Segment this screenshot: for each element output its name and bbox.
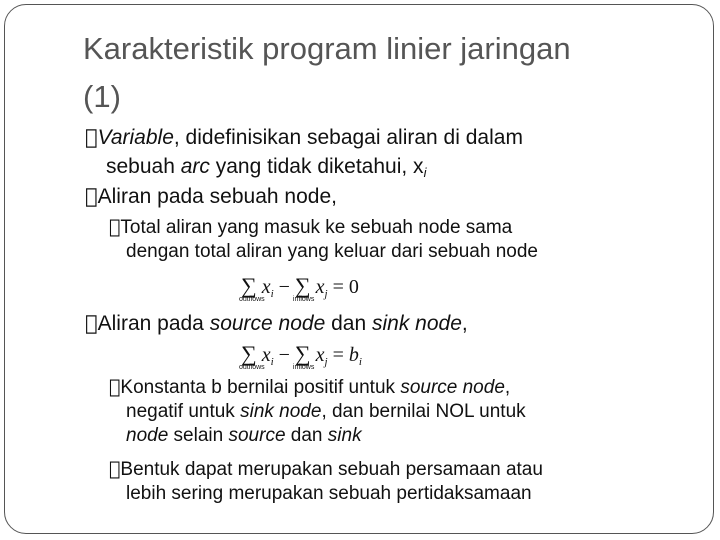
subbullet-konstanta-sink: sink node	[240, 401, 322, 422]
var-x: x	[315, 344, 325, 366]
sum-symbol: ∑	[241, 341, 257, 366]
rhs-zero: 0	[348, 276, 359, 298]
subbullet-konstanta-node: node	[126, 425, 169, 446]
bullet-variable-arc: arc	[180, 155, 210, 178]
slide-title	[83, 25, 683, 121]
rhs-b: b	[348, 344, 359, 366]
sum-symbol: ∑	[241, 273, 257, 298]
bullet-sink-node: sink node	[359, 312, 450, 335]
sum-outflows	[239, 273, 265, 303]
bullet-variable-l2b: yang tidak diketahui, x	[209, 155, 424, 178]
sum-symbol: ∑	[294, 341, 311, 366]
bullet-glyph	[109, 458, 120, 480]
sum-inflows	[292, 341, 315, 371]
equals-sign: =	[332, 276, 344, 298]
bullet-variable-em: Variable	[85, 126, 162, 149]
subbullet-konstanta-l3: selain	[168, 425, 229, 446]
bullet-variable	[85, 123, 685, 187]
subbullet-total-aliran	[109, 215, 689, 264]
title-line-1: Karakteristik program linier jaringan	[83, 31, 571, 66]
sub-j: j	[324, 356, 328, 368]
bullet-source-sink-c: ,	[449, 312, 456, 335]
var-x: x	[261, 344, 271, 366]
bullet-source-node: source node	[197, 312, 313, 335]
subbullet-bentuk	[109, 457, 689, 506]
var-x: x	[261, 276, 271, 298]
sum-label-outflows: outflows	[239, 364, 265, 371]
subbullet-total-aliran-l1: Total aliran yang masuk ke sebuah node sama	[109, 217, 501, 238]
bullet-glyph	[85, 125, 98, 149]
minus-sign: −	[278, 344, 290, 366]
sum-outflows	[239, 341, 265, 371]
subbullet-konstanta-sink2: sink	[327, 425, 362, 446]
bullet-glyph	[85, 311, 98, 335]
subbullet-konstanta-l1-end: ,	[493, 377, 499, 398]
subbullet-konstanta-source2: source	[228, 425, 286, 446]
minus-sign: −	[278, 276, 290, 298]
sub-i: i	[270, 356, 274, 368]
sum-label-outflows: outflows	[239, 296, 265, 303]
var-x: x	[315, 276, 325, 298]
equation-source-sink	[239, 341, 362, 371]
bullet-glyph	[109, 376, 120, 398]
equation-flow-balance	[239, 273, 359, 303]
sum-inflows	[292, 273, 315, 303]
subbullet-konstanta-source: source node	[388, 377, 494, 398]
bullet-variable-l2a: sebuah	[106, 155, 181, 178]
subbullet-konstanta-l1: Konstanta b bernilai positif untuk	[109, 377, 389, 398]
bullet-source-sink	[85, 309, 685, 338]
subbullet-konstanta	[109, 375, 689, 448]
subbullet-total-aliran-l2: dengan total aliran yang keluar dari sebuah node	[126, 241, 538, 262]
equals-sign: =	[332, 344, 344, 366]
bullet-aliran-node-text: Aliran pada sebuah node,	[85, 185, 325, 208]
slide-frame	[4, 4, 714, 534]
subbullet-bentuk-l1: Bentuk dapat merupakan sebuah persamaan atau	[109, 459, 532, 480]
bullet-source-sink-a: Aliran pada	[85, 312, 198, 335]
sub-i: i	[270, 288, 274, 300]
subbullet-konstanta-l2a: negatif untuk	[126, 401, 241, 422]
rhs-sub-i: i	[358, 356, 362, 368]
bullet-glyph	[85, 184, 98, 208]
sum-label-inflows: inflows	[292, 364, 315, 371]
bullet-glyph	[109, 216, 120, 238]
bullet-source-sink-b: dan	[312, 312, 360, 335]
bullet-variable-text: , didefinisikan sebagai aliran di dalam	[161, 126, 511, 149]
subbullet-konstanta-l3b: dan	[285, 425, 328, 446]
bullet-variable-sub: i	[423, 165, 427, 180]
subbullet-bentuk-l2: lebih sering merupakan sebuah pertidaksamaan	[126, 483, 532, 504]
sum-symbol: ∑	[294, 273, 311, 298]
bullet-aliran-node	[85, 182, 685, 211]
sub-j: j	[324, 288, 328, 300]
sum-label-inflows: inflows	[292, 296, 315, 303]
subbullet-konstanta-l2b: , dan bernilai NOL untuk	[321, 401, 526, 422]
title-line-2: (1)	[83, 79, 121, 114]
